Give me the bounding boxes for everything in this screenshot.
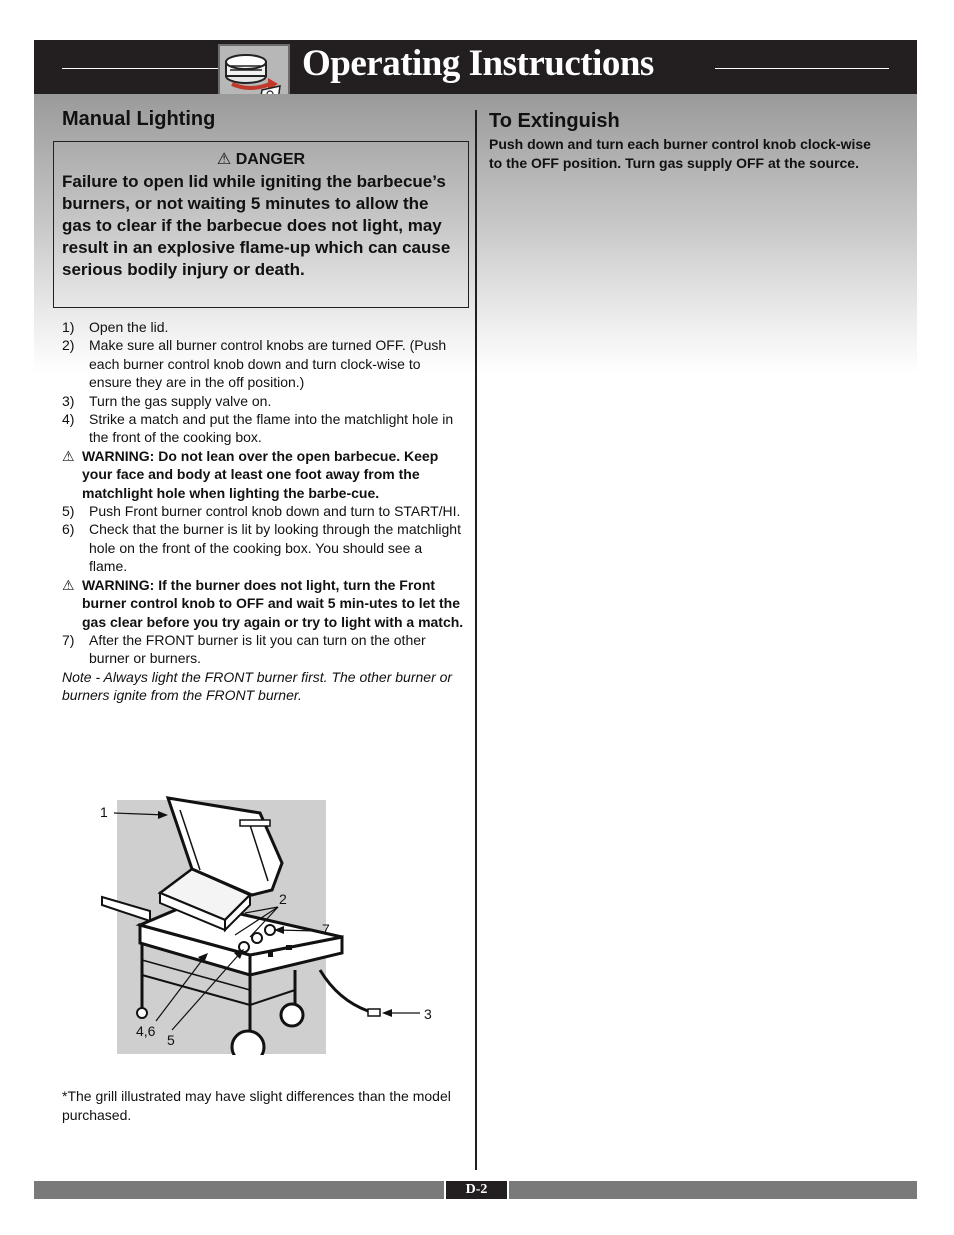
step-text: Open the lid. <box>89 319 169 335</box>
step-item <box>62 318 464 336</box>
step-number: 5) <box>62 503 75 520</box>
note-text: Note - Always light the FRONT burner first. The other burner or burners ignite from the FRONT burner. <box>62 668 453 704</box>
step-number: 6) <box>62 521 75 538</box>
page-title: Operating Instructions <box>302 43 654 84</box>
danger-box <box>53 141 469 308</box>
callout-1: 1 <box>100 804 108 820</box>
footer-bar-left <box>34 1181 444 1199</box>
section-title-manual-lighting: Manual Lighting <box>62 108 216 130</box>
footer-bar-right <box>509 1181 917 1199</box>
warning-triangle-icon: ⚠ <box>216 151 232 168</box>
callout-3: 3 <box>424 1006 432 1022</box>
step-number: 7) <box>62 631 75 648</box>
section-title-extinguish: To Extinguish <box>489 110 620 132</box>
step-text: Turn the gas supply valve on. <box>89 392 272 409</box>
danger-label: DANGER <box>235 151 306 168</box>
step-number: 1) <box>62 319 75 335</box>
warning-text: WARNING: Do not lean over the open barbecue. Keep your face and body at least one foot away from the matchlight hole when lighting the barbe-cue. <box>82 447 439 501</box>
extinguish-text: Push down and turn each burner control knob clock-wise to the OFF position. Turn gas supply OFF at the source. <box>489 136 871 171</box>
callout-4-6: 4,6 <box>136 1023 156 1039</box>
callout-5: 5 <box>167 1032 175 1048</box>
step-text: Push Front burner control knob down and turn to START/HI. <box>89 503 461 520</box>
step-item <box>62 410 464 447</box>
step-text: Check that the burner is lit by looking through the matchlight hole on the front of the cooking box. You should see a flame. <box>89 521 461 575</box>
step-number: 3) <box>62 392 75 409</box>
step-item <box>62 336 464 391</box>
callout-2: 2 <box>279 891 287 907</box>
warning-triangle-icon: ⚠ <box>62 447 75 464</box>
step-item <box>62 392 464 410</box>
warning-item <box>62 576 464 631</box>
grill-illustration <box>100 785 440 1055</box>
danger-body: Failure to open lid while igniting the barbecue’s burners, or not waiting 5 minutes to allow the gas to clear if the barbecue does not light, may result in an explosive flame-up which can cause serious bodily injury or death. <box>62 172 451 279</box>
step-item <box>62 520 464 575</box>
danger-title <box>54 149 468 169</box>
header-rule-left <box>62 68 218 69</box>
page-number: D-2 <box>446 1181 507 1199</box>
step-item <box>62 502 464 520</box>
callout-7: 7 <box>322 921 330 937</box>
warning-triangle-icon: ⚠ <box>62 576 75 593</box>
step-text: Make sure all burner control knobs are turned OFF. (Push each burner control knob down and turn clock-wise to ensure they are in the off position.) <box>89 337 447 391</box>
step-item <box>62 631 464 668</box>
step-number: 4) <box>62 411 75 428</box>
column-divider <box>475 110 477 1170</box>
step-number: 2) <box>62 337 75 354</box>
warning-text: WARNING: If the burner does not light, turn the Front burner control knob to OFF and wait 5 min-utes to let the gas clear before you try again or try to light with a match. <box>82 576 464 630</box>
warning-item <box>62 447 464 502</box>
lighting-steps <box>62 318 464 705</box>
header-rule-right <box>715 68 889 69</box>
step-text: Strike a match and put the flame into the matchlight hole in the front of the cooking box. <box>89 411 454 446</box>
step-text: After the FRONT burner is lit you can turn on the other burner or burners. <box>89 631 426 667</box>
illustration-caption: *The grill illustrated may have slight differences than the model purchased. <box>62 1088 451 1123</box>
